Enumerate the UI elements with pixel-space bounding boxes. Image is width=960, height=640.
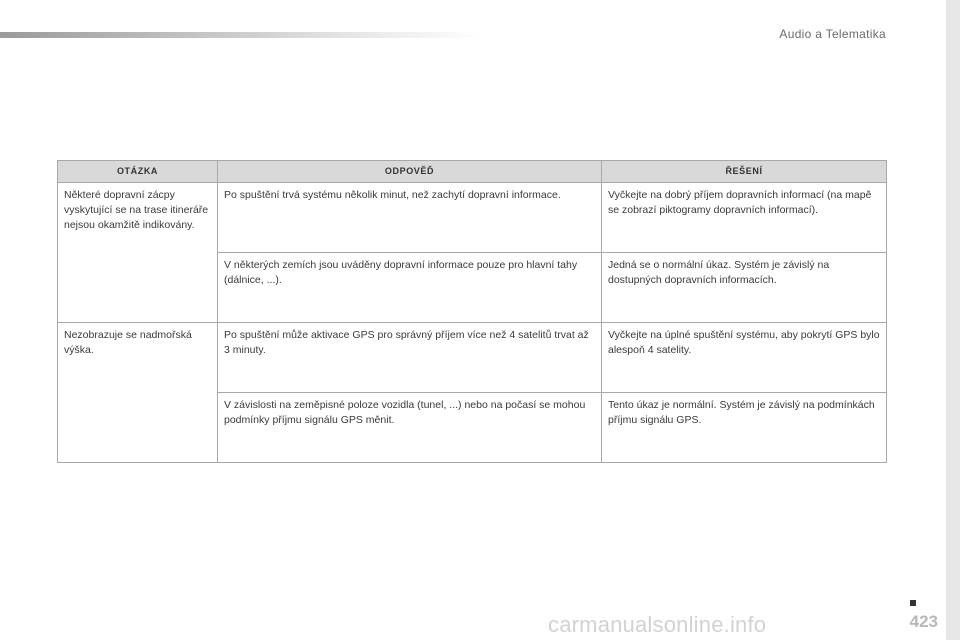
table-header-row <box>58 161 887 183</box>
page-marker <box>910 600 916 606</box>
table-row <box>58 323 887 393</box>
section-title: Audio a Telematika <box>779 27 886 41</box>
answer-cell: V závislosti na zeměpisné poloze vozidla (tunel, ...) nebo na počasí se mohou podmínky příjmu signálu GPS měnit. <box>218 393 602 463</box>
column-header-solution: ŘEŠENÍ <box>602 161 887 183</box>
watermark: carmanualsonline.info <box>548 612 767 637</box>
header-gradient-bar <box>0 32 480 38</box>
answer-cell: Po spuštění trvá systému několik minut, než zachytí dopravní informace. <box>218 183 602 253</box>
column-header-question: OTÁZKA <box>58 161 218 183</box>
solution-cell: Tento úkaz je normální. Systém je závislý na podmínkách příjmu signálu GPS. <box>602 393 887 463</box>
solution-cell: Vyčkejte na úplné spuštění systému, aby pokrytí GPS bylo alespoň 4 satelity. <box>602 323 887 393</box>
solution-cell: Vyčkejte na dobrý příjem dopravních informací (na mapě se zobrazí piktogramy dopravních informací). <box>602 183 887 253</box>
answer-cell: V některých zemích jsou uváděny dopravní informace pouze pro hlavní tahy (dálnice, ...). <box>218 253 602 323</box>
question-cell: Některé dopravní zácpy vyskytující se na trase itineráře nejsou okamžitě indikovány. <box>58 183 218 323</box>
column-header-answer: ODPOVĚĎ <box>218 161 602 183</box>
faq-table <box>57 160 887 463</box>
solution-cell: Jedná se o normální úkaz. Systém je závislý na dostupných dopravních informacích. <box>602 253 887 323</box>
question-cell: Nezobrazuje se nadmořská výška. <box>58 323 218 463</box>
answer-cell: Po spuštění může aktivace GPS pro správný příjem více než 4 satelitů trvat až 3 minuty. <box>218 323 602 393</box>
table-row <box>58 183 887 253</box>
side-strip <box>946 0 960 640</box>
page-number: 423 <box>909 612 938 631</box>
